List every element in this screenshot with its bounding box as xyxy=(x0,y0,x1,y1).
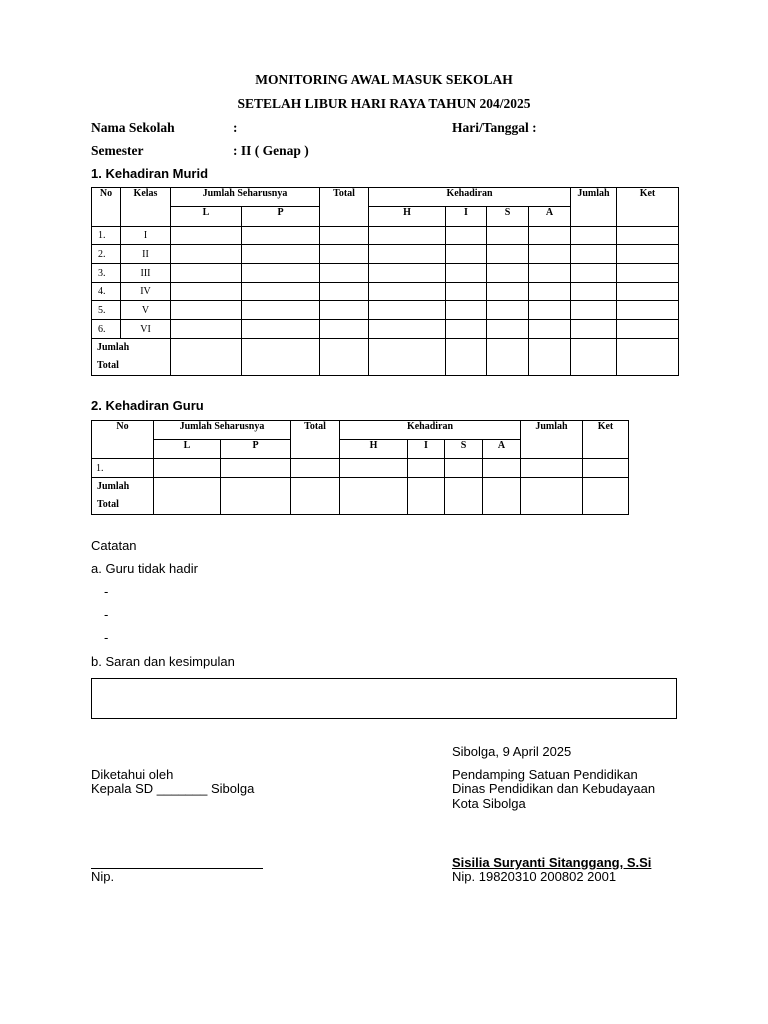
col-header-i: I xyxy=(408,440,445,459)
col-header-kehadiran: Kehadiran xyxy=(340,421,521,440)
cell-h[interactable] xyxy=(340,459,408,478)
col-header-s: S xyxy=(445,440,483,459)
cell-a[interactable] xyxy=(529,245,571,264)
cell-a[interactable] xyxy=(529,264,571,283)
suggestion-textbox[interactable] xyxy=(91,678,677,719)
col-header-h: H xyxy=(340,440,408,459)
cell-p[interactable] xyxy=(242,245,320,264)
principal-title: Kepala SD _______ Sibolga xyxy=(91,781,255,796)
row-kelas: II xyxy=(121,245,171,264)
cell-jumlah[interactable] xyxy=(571,301,617,320)
cell-jumlah[interactable] xyxy=(571,227,617,245)
col-header-l: L xyxy=(171,207,242,227)
cell-l[interactable] xyxy=(171,227,242,245)
cell-s[interactable] xyxy=(487,264,529,283)
cell-h[interactable] xyxy=(369,227,446,245)
col-header-jumlah: Jumlah xyxy=(521,421,583,459)
cell-a[interactable] xyxy=(483,459,521,478)
companion-title-line3: Kota Sibolga xyxy=(452,796,526,811)
col-header-h: H xyxy=(369,207,446,227)
row-no: 1. xyxy=(92,227,121,245)
cell-l[interactable] xyxy=(171,264,242,283)
document-title: MONITORING AWAL MASUK SEKOLAH xyxy=(255,72,513,87)
cell-ket[interactable] xyxy=(617,339,679,376)
cell-ket[interactable] xyxy=(617,301,679,320)
cell-s[interactable] xyxy=(487,320,529,339)
cell-s[interactable] xyxy=(487,245,529,264)
col-header-i: I xyxy=(446,207,487,227)
col-header-p: P xyxy=(221,440,291,459)
cell-a[interactable] xyxy=(529,301,571,320)
total-row xyxy=(92,478,629,515)
absent-bullet-3: - xyxy=(104,630,109,645)
cell-jumlah[interactable] xyxy=(571,283,617,301)
col-header-ket: Ket xyxy=(583,421,629,459)
cell-h[interactable] xyxy=(369,339,446,376)
table-row xyxy=(92,283,679,301)
cell-i[interactable] xyxy=(446,320,487,339)
table-row xyxy=(92,301,679,320)
cell-total[interactable] xyxy=(291,459,340,478)
cell-h[interactable] xyxy=(369,320,446,339)
table-row xyxy=(92,245,679,264)
col-header-jumlah-seharusnya: Jumlah Seharusnya xyxy=(171,188,320,207)
cell-jumlah[interactable] xyxy=(571,264,617,283)
col-header-kehadiran: Kehadiran xyxy=(369,188,571,207)
cell-l[interactable] xyxy=(171,339,242,376)
row-kelas: V xyxy=(121,301,171,320)
row-no: 2. xyxy=(92,245,121,264)
row-kelas: III xyxy=(121,264,171,283)
notes-heading: Catatan xyxy=(91,538,137,553)
semester-label: Semester xyxy=(91,143,144,158)
total-label-line2: Total xyxy=(97,499,119,510)
cell-h[interactable] xyxy=(369,283,446,301)
cell-h[interactable] xyxy=(340,478,408,515)
cell-p[interactable] xyxy=(221,478,291,515)
acknowledged-by: Diketahui oleh xyxy=(91,767,174,782)
cell-l[interactable] xyxy=(171,301,242,320)
row-no: 3. xyxy=(92,264,121,283)
cell-p[interactable] xyxy=(242,320,320,339)
table-row xyxy=(92,227,679,245)
companion-title-line2: Dinas Pendidikan dan Kebudayaan xyxy=(452,781,656,796)
col-header-kelas: Kelas xyxy=(121,188,171,227)
cell-ket[interactable] xyxy=(583,459,629,478)
document-subtitle: SETELAH LIBUR HARI RAYA TAHUN 204/2025 xyxy=(237,96,531,111)
cell-l[interactable] xyxy=(171,245,242,264)
principal-nip: Nip. xyxy=(91,869,115,884)
col-header-jumlah: Jumlah xyxy=(571,188,617,227)
cell-ket[interactable] xyxy=(583,478,629,515)
cell-a[interactable] xyxy=(529,339,571,376)
total-label-line2: Total xyxy=(97,360,119,371)
cell-total[interactable] xyxy=(320,227,369,245)
school-name-label: Nama Sekolah xyxy=(91,120,175,135)
cell-jumlah[interactable] xyxy=(571,339,617,376)
cell-jumlah[interactable] xyxy=(521,459,583,478)
principal-signature-line xyxy=(91,868,263,869)
row-no: 4. xyxy=(92,283,121,301)
cell-l[interactable] xyxy=(171,320,242,339)
col-header-total: Total xyxy=(320,188,369,227)
cell-i[interactable] xyxy=(446,227,487,245)
companion-nip: Nip. 19820310 200802 2001 xyxy=(452,869,617,884)
place-date: Sibolga, 9 April 2025 xyxy=(452,744,572,759)
semester-value: : II ( Genap ) xyxy=(233,143,309,158)
cell-i[interactable] xyxy=(446,339,487,376)
cell-i[interactable] xyxy=(408,478,445,515)
absent-teachers-label: a. Guru tidak hadir xyxy=(91,561,198,576)
col-header-l: L xyxy=(154,440,221,459)
total-label-line1: Jumlah xyxy=(97,342,130,353)
absent-bullet-2: - xyxy=(104,607,109,622)
row-kelas: I xyxy=(121,227,171,245)
cell-i[interactable] xyxy=(408,459,445,478)
cell-p[interactable] xyxy=(242,227,320,245)
col-header-no: No xyxy=(92,421,154,459)
cell-l[interactable] xyxy=(171,283,242,301)
cell-total[interactable] xyxy=(320,301,369,320)
cell-total[interactable] xyxy=(320,264,369,283)
cell-ket[interactable] xyxy=(617,227,679,245)
date-label: Hari/Tanggal : xyxy=(452,120,537,135)
cell-p[interactable] xyxy=(242,283,320,301)
cell-jumlah[interactable] xyxy=(571,245,617,264)
cell-p[interactable] xyxy=(242,301,320,320)
absent-bullet-1: - xyxy=(104,584,109,599)
cell-s[interactable] xyxy=(487,227,529,245)
companion-title-line1: Pendamping Satuan Pendidikan xyxy=(452,767,638,782)
total-row-label xyxy=(92,339,171,376)
cell-p[interactable] xyxy=(242,339,320,376)
table-row xyxy=(92,320,679,339)
cell-ket[interactable] xyxy=(617,283,679,301)
cell-p[interactable] xyxy=(221,459,291,478)
cell-jumlah[interactable] xyxy=(521,478,583,515)
table-row xyxy=(92,264,679,283)
col-header-no: No xyxy=(92,188,121,227)
total-label-line1: Jumlah xyxy=(97,481,130,492)
col-header-jumlah-seharusnya: Jumlah Seharusnya xyxy=(154,421,291,440)
cell-s[interactable] xyxy=(487,301,529,320)
col-header-total: Total xyxy=(291,421,340,459)
row-kelas: IV xyxy=(121,283,171,301)
cell-p[interactable] xyxy=(242,264,320,283)
col-header-p: P xyxy=(242,207,320,227)
cell-a[interactable] xyxy=(483,478,521,515)
cell-a[interactable] xyxy=(529,320,571,339)
student-attendance-heading: 1. Kehadiran Murid xyxy=(91,166,209,181)
cell-i[interactable] xyxy=(446,264,487,283)
cell-s[interactable] xyxy=(487,339,529,376)
cell-h[interactable] xyxy=(369,245,446,264)
row-kelas: VI xyxy=(121,320,171,339)
cell-h[interactable] xyxy=(369,264,446,283)
suggestion-label: b. Saran dan kesimpulan xyxy=(91,654,235,669)
cell-s[interactable] xyxy=(445,478,483,515)
cell-s[interactable] xyxy=(487,283,529,301)
companion-name: Sisilia Suryanti Sitanggang, S.Si xyxy=(452,855,652,870)
teacher-attendance-table xyxy=(91,420,629,515)
col-header-a: A xyxy=(529,207,571,227)
cell-ket[interactable] xyxy=(617,320,679,339)
cell-ket[interactable] xyxy=(617,264,679,283)
cell-l[interactable] xyxy=(154,459,221,478)
table-row xyxy=(92,459,629,478)
col-header-a: A xyxy=(483,440,521,459)
school-name-colon: : xyxy=(233,120,238,135)
cell-total[interactable] xyxy=(320,245,369,264)
cell-s[interactable] xyxy=(445,459,483,478)
cell-total[interactable] xyxy=(320,339,369,376)
cell-jumlah[interactable] xyxy=(571,320,617,339)
row-no: 1. xyxy=(92,459,154,478)
cell-i[interactable] xyxy=(446,301,487,320)
cell-i[interactable] xyxy=(446,283,487,301)
student-attendance-table xyxy=(91,187,679,376)
row-no: 5. xyxy=(92,301,121,320)
cell-a[interactable] xyxy=(529,283,571,301)
teacher-attendance-heading: 2. Kehadiran Guru xyxy=(91,398,204,413)
cell-a[interactable] xyxy=(529,227,571,245)
cell-i[interactable] xyxy=(446,245,487,264)
cell-total[interactable] xyxy=(320,320,369,339)
total-row xyxy=(92,339,679,376)
cell-l[interactable] xyxy=(154,478,221,515)
cell-total[interactable] xyxy=(291,478,340,515)
row-no: 6. xyxy=(92,320,121,339)
cell-ket[interactable] xyxy=(617,245,679,264)
col-header-ket: Ket xyxy=(617,188,679,227)
cell-total[interactable] xyxy=(320,283,369,301)
col-header-s: S xyxy=(487,207,529,227)
total-row-label xyxy=(92,478,154,515)
cell-h[interactable] xyxy=(369,301,446,320)
